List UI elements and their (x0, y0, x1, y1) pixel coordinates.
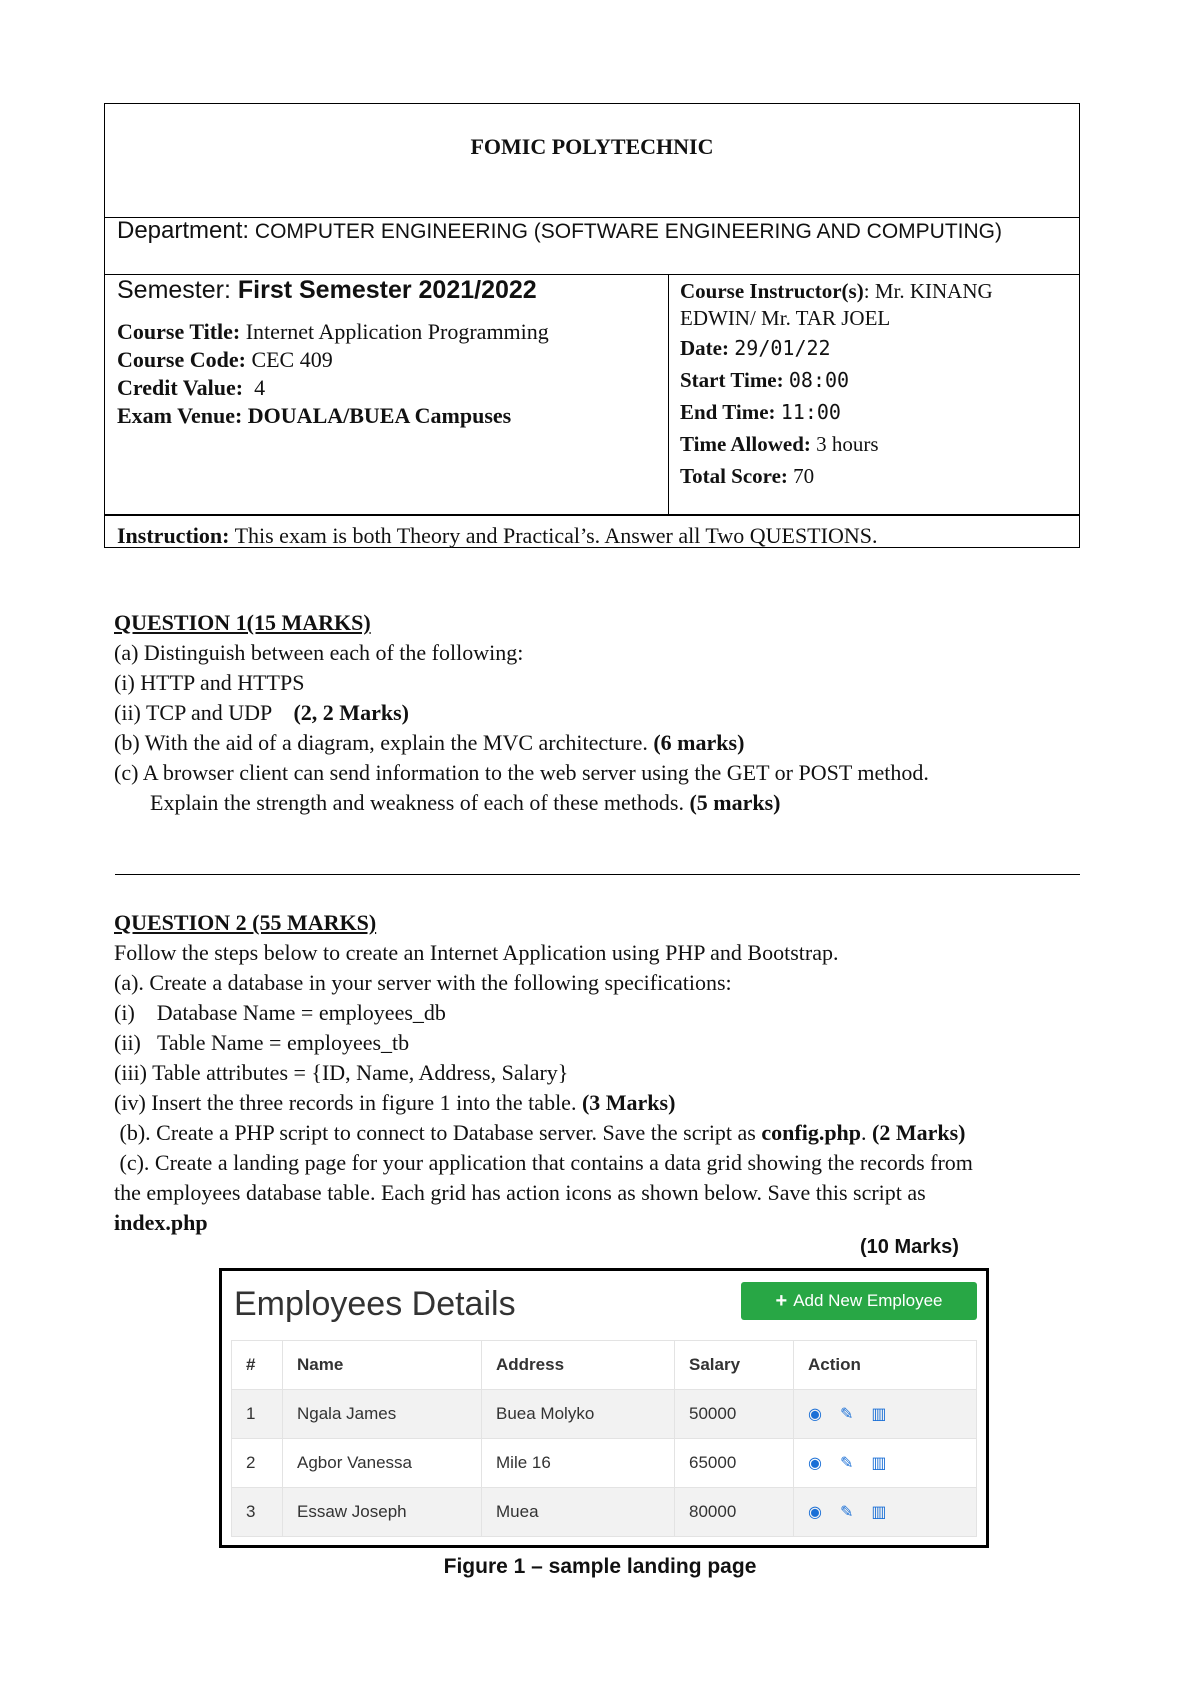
q1-part-c-line2: Explain the strength and weakness of each of these methods. (5 marks) (150, 790, 781, 815)
course-title-row: Course Title: Internet Application Programming (117, 319, 549, 344)
instruction-text: This exam is both Theory and Practical’s. Answer all Two QUESTIONS. (234, 523, 878, 548)
cell-address: Buea Molyko (482, 1390, 675, 1439)
cell-id: 2 (232, 1439, 283, 1488)
column-header: Action (794, 1341, 977, 1390)
cell-address: Muea (482, 1488, 675, 1537)
instruction-label: Instruction: (117, 523, 230, 548)
total-score-row: Total Score: 70 (680, 464, 815, 488)
cell-name: Essaw Joseph (283, 1488, 482, 1537)
time-allowed-row: Time Allowed: 3 hours (680, 432, 879, 456)
instructor-row: Course Instructor(s): Mr. KINANG EDWIN/ Mr. TAR JOEL (680, 279, 993, 330)
figure-1-sample-landing-page (219, 1268, 989, 1548)
column-header: # (232, 1341, 283, 1390)
cell-salary: 80000 (675, 1488, 794, 1537)
cell-id: 1 (232, 1390, 283, 1439)
q2-part-c-marks: (10 Marks) (860, 1236, 959, 1258)
cell-actions (794, 1439, 977, 1488)
q2-part-c-file: index.php (114, 1210, 208, 1235)
instruction-row (117, 522, 1067, 550)
q2-part-a-ii: (ii) Table Name = employees_tb (114, 1030, 410, 1055)
exam-header-box (104, 103, 1080, 548)
q1-part-a: (a) Distinguish between each of the following: (114, 640, 524, 665)
table-header-row (232, 1341, 977, 1390)
trash-icon[interactable]: ▥ (871, 1504, 887, 1521)
add-new-employee-button[interactable] (741, 1282, 977, 1320)
q1-part-a-ii: (ii) TCP and UDP (2, 2 Marks) (114, 700, 409, 725)
pencil-icon[interactable]: ✎ (839, 1504, 854, 1521)
cell-salary: 50000 (675, 1390, 794, 1439)
figure-title: Employees Details (234, 1285, 516, 1323)
question-1 (114, 608, 929, 818)
trash-icon[interactable]: ▥ (871, 1406, 887, 1423)
column-header: Address (482, 1341, 675, 1390)
pencil-icon[interactable]: ✎ (839, 1455, 854, 1472)
eye-icon[interactable]: ◉ (808, 1406, 822, 1423)
department-label: Department: (117, 217, 250, 244)
start-time-row: Start Time: 08:00 (680, 368, 850, 392)
q2-part-a-iii: (iii) Table attributes = {ID, Name, Address, Salary} (114, 1060, 569, 1085)
table-row (232, 1390, 977, 1439)
trash-icon[interactable]: ▥ (871, 1455, 887, 1472)
q2-part-b: (b). Create a PHP script to connect to Database server. Save the script as config.php. (2 Marks) (114, 1120, 966, 1145)
semester-label: Semester: (117, 276, 231, 304)
semester-value: First Semester 2021/2022 (237, 276, 537, 304)
department-value: COMPUTER ENGINEERING (SOFTWARE ENGINEERING AND COMPUTING) (254, 220, 1002, 243)
eye-icon[interactable]: ◉ (808, 1504, 822, 1521)
q2-part-a-i: (i) Database Name = employees_db (114, 1000, 446, 1025)
add-button-label: Add New Employee (793, 1291, 943, 1310)
cell-address: Mile 16 (482, 1439, 675, 1488)
q1-part-c-line1: (c) A browser client can send information to the web server using the GET or POST method. (114, 760, 929, 785)
pencil-icon[interactable]: ✎ (839, 1406, 854, 1423)
q2-intro: Follow the steps below to create an Internet Application using PHP and Bootstrap. (114, 940, 839, 965)
figure-caption: Figure 1 – sample landing page (443, 1555, 757, 1578)
divider (105, 514, 1079, 516)
column-header: Salary (675, 1341, 794, 1390)
cell-name: Ngala James (283, 1390, 482, 1439)
question-2 (114, 908, 973, 1238)
course-info-left (117, 274, 657, 430)
institution-name: FOMIC POLYTECHNIC (470, 134, 714, 159)
course-code-row: Course Code: CEC 409 (117, 347, 333, 372)
venue-row: Exam Venue: DOUALA/BUEA Campuses (117, 403, 512, 428)
employees-table (231, 1340, 977, 1537)
q1-part-b: (b) With the aid of a diagram, explain the MVC architecture. (6 marks) (114, 730, 745, 755)
q2-part-a: (a). Create a database in your server with the following specifications: (114, 970, 732, 995)
credit-row: Credit Value: 4 (117, 375, 266, 400)
date-row: Date: 29/01/22 (680, 336, 831, 360)
table-row (232, 1439, 977, 1488)
column-divider (668, 274, 669, 514)
course-info-right (680, 278, 1070, 492)
q2-part-c-line1: (c). Create a landing page for your application that contains a data grid showing the records from (114, 1150, 973, 1175)
cell-name: Agbor Vanessa (283, 1439, 482, 1488)
cell-actions (794, 1488, 977, 1537)
section-divider (115, 874, 1080, 875)
column-header: Name (283, 1341, 482, 1390)
department-row (117, 218, 1067, 245)
cell-salary: 65000 (675, 1439, 794, 1488)
cell-actions (794, 1390, 977, 1439)
cell-id: 3 (232, 1488, 283, 1537)
end-time-row: End Time: 11:00 (680, 400, 841, 424)
semester-row (117, 274, 657, 306)
plus-icon: + (775, 1289, 788, 1312)
q1-part-a-i: (i) HTTP and HTTPS (114, 670, 305, 695)
eye-icon[interactable]: ◉ (808, 1455, 822, 1472)
table-row (232, 1488, 977, 1537)
question-2-title: QUESTION 2 (55 MARKS) (114, 910, 377, 935)
q2-part-a-iv: (iv) Insert the three records in figure 1 into the table. (3 Marks) (114, 1090, 676, 1115)
q2-part-c-line2: the employees database table. Each grid has action icons as shown below. Save this script as (114, 1180, 926, 1205)
question-1-title: QUESTION 1(15 MARKS) (114, 610, 371, 635)
